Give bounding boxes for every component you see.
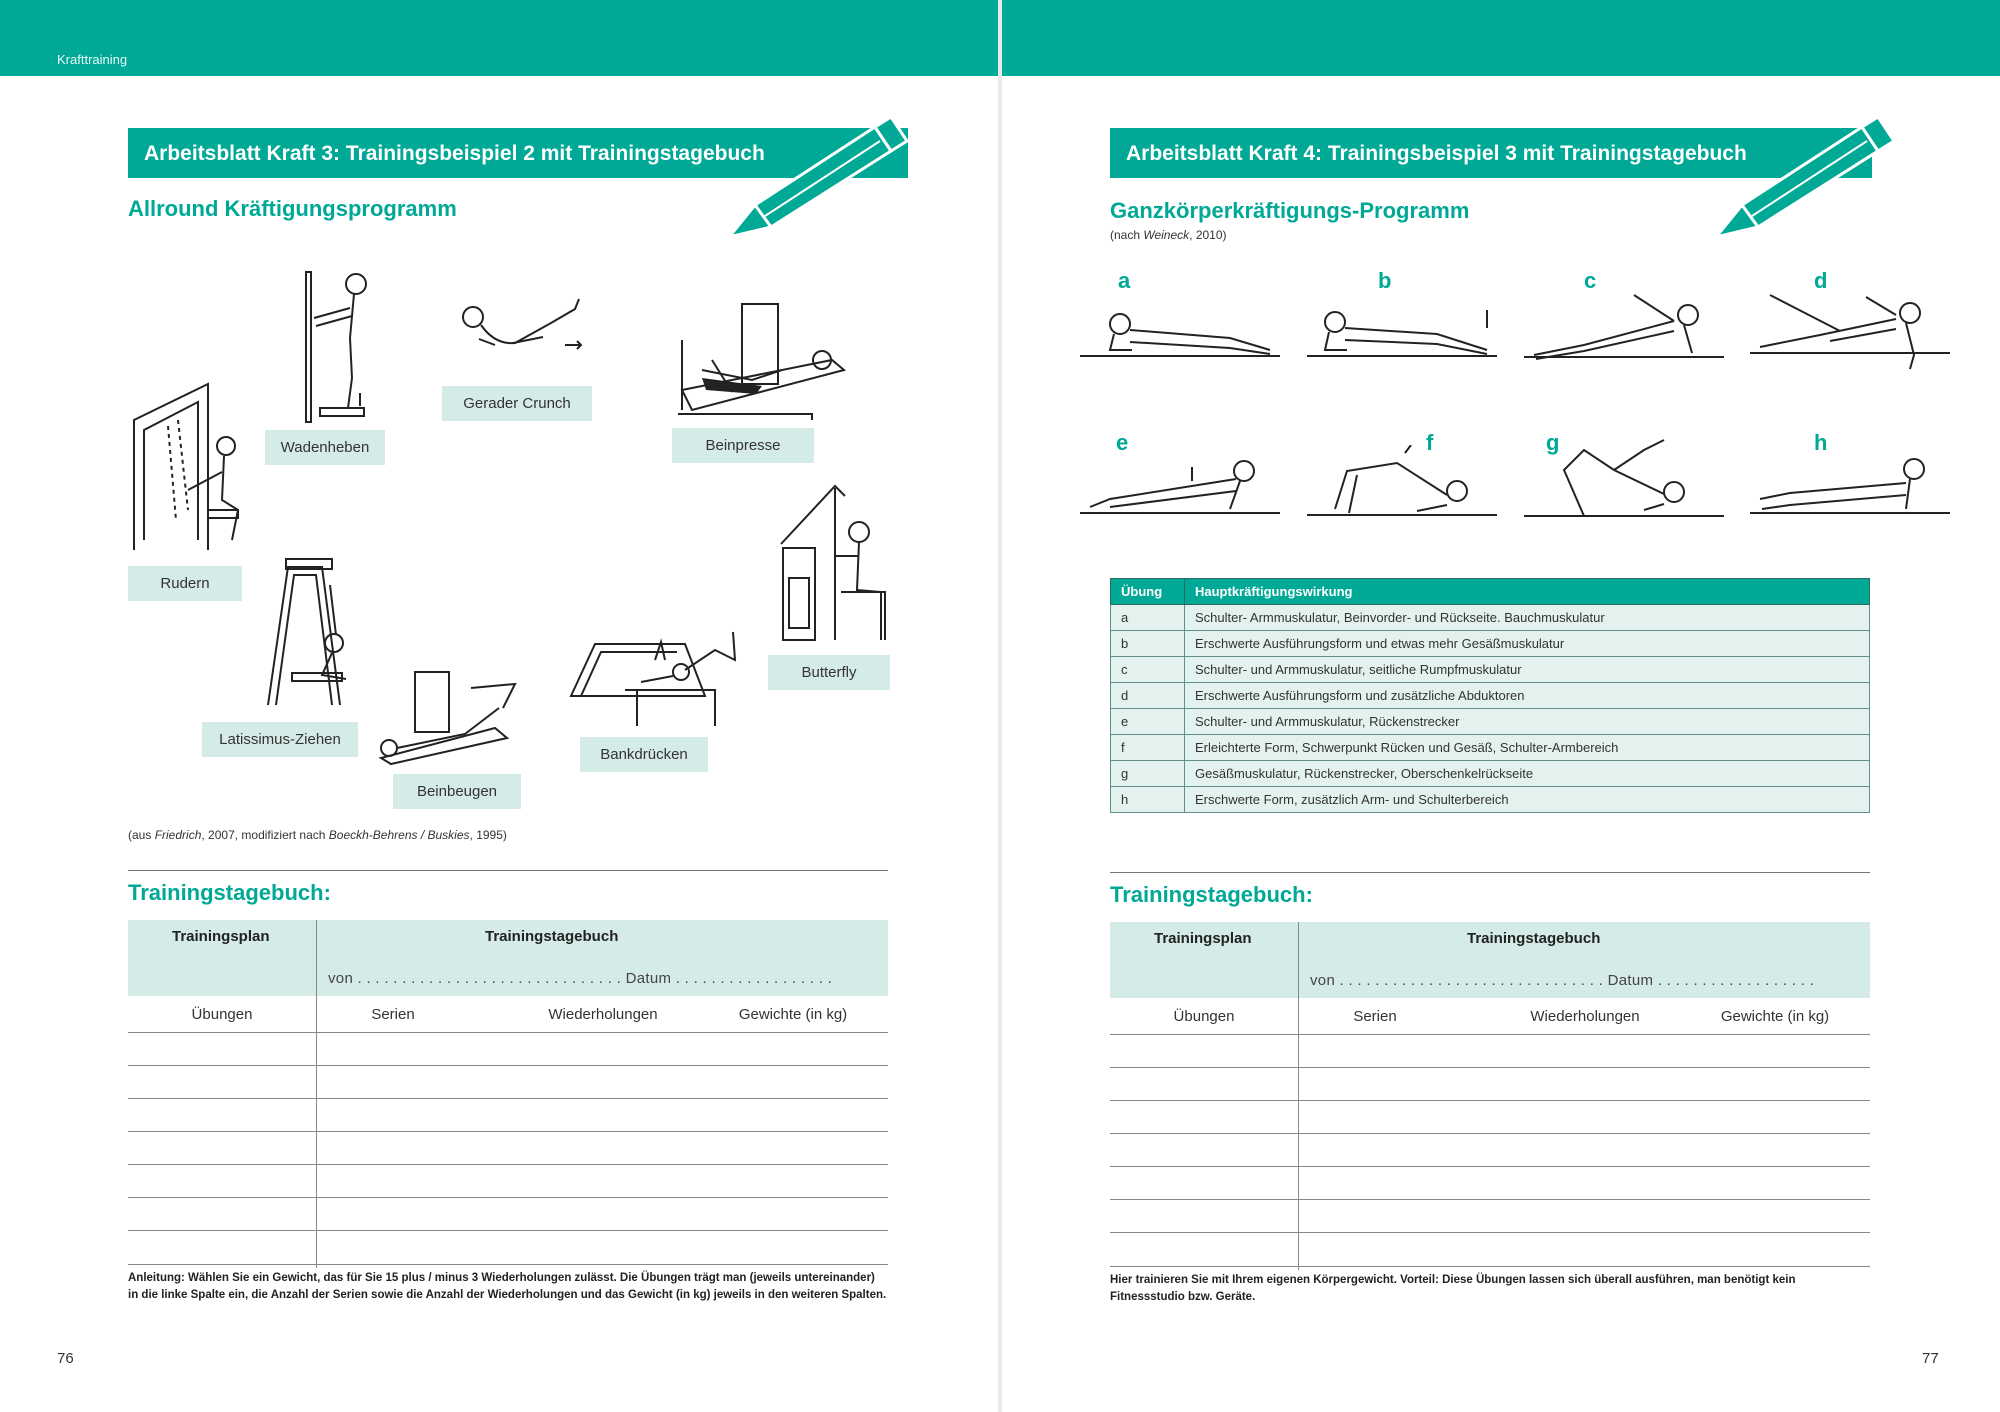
diary-row-line [1110, 1199, 1870, 1200]
worksheet-banner: Arbeitsblatt Kraft 4: Trainingsbeispiel 3 mit Trainingstagebuch [1110, 128, 1872, 178]
diary-row-line [128, 1230, 888, 1231]
table-row [1111, 631, 1870, 657]
exercise-label-latissimus: Latissimus-Ziehen [202, 722, 358, 757]
rudern-figure [128, 380, 248, 555]
pen-icon [725, 115, 915, 240]
table-row [1111, 787, 1870, 813]
row-code: c [1111, 657, 1185, 683]
exercise-label-beinbeugen: Beinbeugen [393, 774, 521, 809]
butterfly-figure [775, 480, 895, 645]
running-head: Krafttraining [57, 52, 128, 67]
diary-column-divider [316, 920, 317, 1268]
table-row [1111, 735, 1870, 761]
side-lying-figure-h [1750, 455, 1950, 525]
exercise-label-butterfly: Butterfly [768, 655, 890, 690]
row-code: g [1111, 761, 1185, 787]
row-code: d [1111, 683, 1185, 709]
row-code: e [1111, 709, 1185, 735]
diary-row-line [1110, 1034, 1870, 1035]
row-code: h [1111, 787, 1185, 813]
page-left [0, 0, 998, 1412]
row-effect: Schulter- und Armmuskulatur, seitliche Rumpfmuskulatur [1185, 657, 1870, 683]
beinbeugen-figure [375, 668, 525, 768]
exercise-label-beinpresse: Beinpresse [672, 428, 814, 463]
reverse-plank-figure-e [1080, 455, 1280, 520]
row-effect: Schulter- Armmuskulatur, Beinvorder- und Rückseite. Bauchmuskulatur [1185, 605, 1870, 631]
row-effect: Erschwerte Ausführungsform und etwas mehr Gesäßmuskulatur [1185, 631, 1870, 657]
table-row [1111, 683, 1870, 709]
table-row [1111, 761, 1870, 787]
row-effect: Gesäßmuskulatur, Rückenstrecker, Oberschenkelrückseite [1185, 761, 1870, 787]
wadenheben-figure [300, 268, 390, 428]
figure-source: (aus Friedrich, 2007, modifiziert nach Boeckh-Behrens / Buskies, 1995) [128, 828, 507, 842]
table-row [1111, 709, 1870, 735]
training-diary-table [128, 920, 888, 1270]
diary-row-line [1110, 1266, 1870, 1267]
row-effect: Schulter- und Armmuskulatur, Rückenstrecker [1185, 709, 1870, 735]
table-row [1111, 605, 1870, 631]
diary-col-uebungen: Übungen [191, 1006, 253, 1023]
row-effect: Erschwerte Form, zusätzlich Arm- und Schulterbereich [1185, 787, 1870, 813]
diary-row-line [1110, 1067, 1870, 1068]
exercise-letter-a: a [1118, 268, 1131, 293]
diary-row-line [1110, 1232, 1870, 1233]
diary-row-line [128, 1264, 888, 1265]
section-divider [1110, 872, 1870, 873]
worksheet-banner: Arbeitsblatt Kraft 3: Trainingsbeispiel 2 mit Trainingstagebuch [128, 128, 908, 178]
exercise-label-bankdruecken: Bankdrücken [580, 737, 708, 772]
diary-von-datum: von . . . . . . . . . . . . . . . . . . . . . . . . . . . . . . Datum . . . . . . . . . . . . . . . . . . [328, 970, 833, 987]
diary-col-gewichte: Gewichte (in kg) [1720, 1008, 1830, 1025]
exercise-label-wadenheben: Wadenheben [265, 430, 385, 465]
diary-row-line [128, 1131, 888, 1132]
plank-figure-b [1307, 300, 1497, 370]
effects-header-wirkung: Hauptkräftigungswirkung [1185, 579, 1870, 605]
diary-von-datum: von . . . . . . . . . . . . . . . . . . . . . . . . . . . . . . Datum . . . . . . . . . . . . . . . . . . [1310, 972, 1815, 989]
diary-col-serien: Serien [371, 1006, 415, 1023]
row-code: a [1111, 605, 1185, 631]
diary-header-plan: Trainingsplan [172, 928, 270, 945]
diary-row-line [128, 1164, 888, 1165]
gerader-crunch-figure [455, 295, 595, 375]
diary-column-divider [1298, 922, 1299, 1270]
page-number: 77 [1922, 1350, 1939, 1367]
side-plank-figure-c [1524, 285, 1724, 370]
effects-table [1110, 578, 1870, 813]
diary-title: Trainingstagebuch: [128, 880, 331, 905]
page-number: 76 [57, 1350, 74, 1367]
beinpresse-figure [672, 300, 852, 425]
row-effect: Erschwerte Ausführungsform und zusätzliche Abduktoren [1185, 683, 1870, 709]
diary-col-wiederholungen: Wiederholungen [548, 1006, 658, 1023]
exercise-label-rudern: Rudern [128, 566, 242, 601]
program-subtitle: Allround Kräftigungsprogramm [128, 196, 457, 221]
diary-row-line [1110, 1133, 1870, 1134]
page-right [1002, 0, 2000, 1412]
bridge-figure-f [1307, 445, 1497, 525]
bridge-leg-raise-figure-g [1524, 430, 1724, 525]
diary-col-serien: Serien [1353, 1008, 1397, 1025]
row-effect: Erleichterte Form, Schwerpunkt Rücken und Gesäß, Schulter-Armbereich [1185, 735, 1870, 761]
plank-figure-a [1080, 300, 1280, 370]
exercise-letter-g: g [1546, 430, 1560, 455]
exercise-letter-d: d [1814, 268, 1828, 293]
training-diary-table [1110, 922, 1870, 1272]
section-divider [128, 870, 888, 871]
row-code: b [1111, 631, 1185, 657]
latissimus-figure [262, 555, 362, 710]
diary-row-line [1110, 1100, 1870, 1101]
diary-col-uebungen: Übungen [1173, 1008, 1235, 1025]
exercise-label-gerader-crunch: Gerader Crunch [442, 386, 592, 421]
diary-row-line [128, 1065, 888, 1066]
pen-icon [1712, 115, 1902, 240]
exercise-letter-h: h [1814, 430, 1828, 455]
diary-col-gewichte: Gewichte (in kg) [738, 1006, 848, 1023]
exercise-letter-b: b [1378, 268, 1392, 293]
diary-title: Trainingstagebuch: [1110, 882, 1313, 907]
diary-row-line [128, 1098, 888, 1099]
exercise-letter-c: c [1584, 268, 1597, 293]
bankdruecken-figure [565, 630, 740, 730]
effects-header-uebung: Übung [1111, 579, 1185, 605]
diary-header-book: Trainingstagebuch [485, 928, 619, 945]
exercise-letter-e: e [1116, 430, 1129, 455]
diary-header-plan: Trainingsplan [1154, 930, 1252, 947]
diary-col-wiederholungen: Wiederholungen [1530, 1008, 1640, 1025]
program-subtitle: Ganzkörperkräftigungs-Programm [1110, 198, 1470, 223]
diary-row-line [1110, 1166, 1870, 1167]
diary-row-line [128, 1197, 888, 1198]
diary-row-line [128, 1032, 888, 1033]
table-row [1111, 657, 1870, 683]
row-code: f [1111, 735, 1185, 761]
exercise-letter-f: f [1426, 430, 1434, 455]
side-plank-figure-d [1750, 285, 1950, 375]
diary-header-book: Trainingstagebuch [1467, 930, 1601, 947]
program-source: (nach Weineck, 2010) [1110, 228, 1227, 242]
diary-instructions: Anleitung: Wählen Sie ein Gewicht, das für Sie 15 plus / minus 3 Wiederholungen zulässt. Die Übungen trägt man (jeweils untereinander) in die linke Spalte ein, die Anzahl der Serien sowie die Anzahl der Wiederholungen und das Gewicht (in kg) jeweils in den weiteren Spalten. [128, 1272, 887, 1301]
diary-instructions: Hier trainieren Sie mit Ihrem eigenen Körpergewicht. Vorteil: Diese Übungen lassen sich überall ausführen, man benötigt kein Fitnessstudio bzw. Geräte. [1110, 1274, 1796, 1303]
